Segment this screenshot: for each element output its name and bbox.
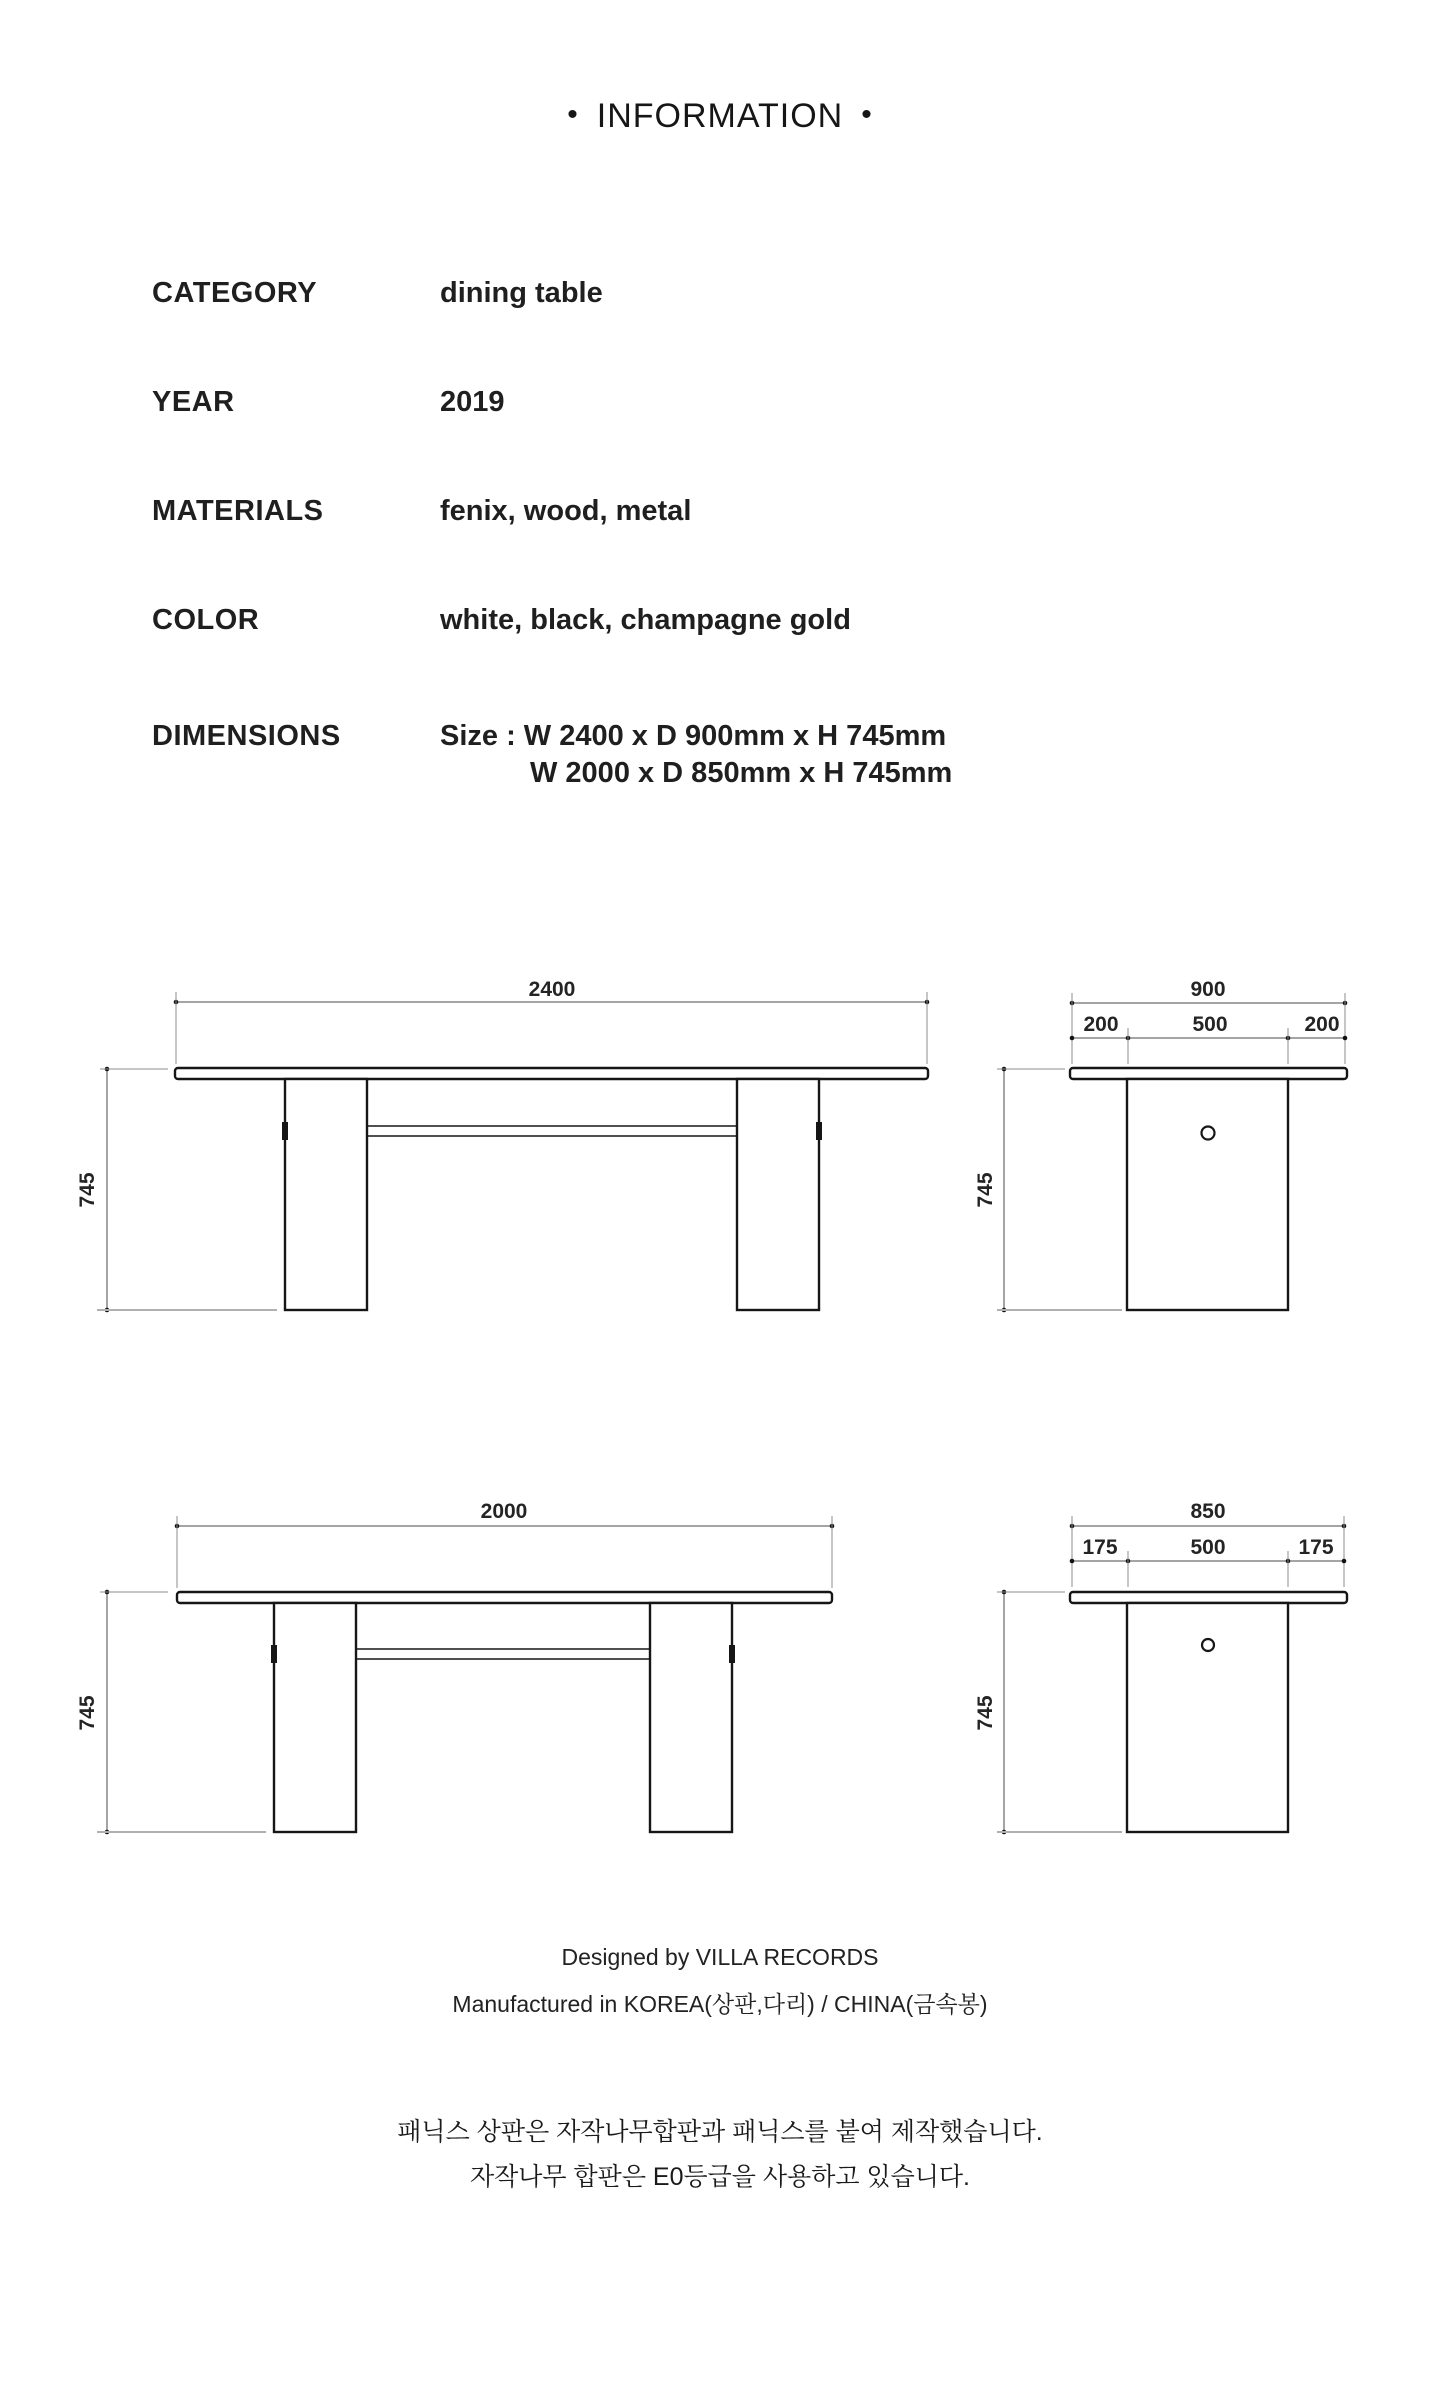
leg-panel [1127, 1603, 1288, 1832]
drawing-2400-front-view [60, 960, 950, 1330]
rod-end-left [282, 1122, 288, 1140]
material-note-line-1: 패닉스 상판은 자작나무합판과 패닉스를 붙여 제작했습니다. [397, 2118, 1043, 2146]
dim-width-2000 [175, 1500, 835, 1588]
dim-label-745: 745 [76, 1695, 99, 1731]
dim-label-500: 500 [1192, 1013, 1228, 1036]
spec-label-dimensions: DIMENSIONS [152, 720, 341, 752]
spec-label-color: COLOR [152, 604, 260, 636]
drawing-2000-front-view [60, 1482, 950, 1852]
rod-end-right [729, 1645, 735, 1663]
material-note-line-2: 자작나무 합판은 E0등급을 사용하고 있습니다. [469, 2163, 970, 2191]
dim-label-175-right: 175 [1298, 1536, 1334, 1559]
dim-label-900: 900 [1190, 978, 1226, 1001]
dim-height-745 [76, 1067, 277, 1313]
dim-height-745 [974, 1590, 1122, 1835]
dim-segments-200-500-200 [1070, 1013, 1348, 1064]
dim-segments-175-500-175 [1070, 1536, 1347, 1587]
tabletop [175, 1068, 928, 1079]
dim-label-200-right: 200 [1304, 1013, 1340, 1036]
dim-label-2400: 2400 [528, 978, 576, 1001]
dimensions-size-line-2: W 2000 x D 850mm x H 745mm [530, 757, 953, 789]
dim-height-745 [974, 1067, 1122, 1313]
spec-value-materials: fenix, wood, metal [440, 495, 692, 527]
manufactured-line: Manufactured in KOREA(상판,다리) / CHINA(금속봉) [452, 1991, 988, 2017]
dim-height-745 [76, 1590, 266, 1835]
designed-by-line: Designed by VILLA RECORDS [561, 1944, 879, 1970]
dim-label-2000: 2000 [480, 1500, 528, 1523]
rod-end-left [271, 1645, 277, 1663]
tabletop [1070, 1068, 1347, 1079]
spec-label-category: CATEGORY [152, 277, 318, 309]
tabletop [1070, 1592, 1347, 1603]
drawing-850-side-view [965, 1482, 1405, 1852]
tabletop [177, 1592, 832, 1603]
dim-label-200-left: 200 [1083, 1013, 1119, 1036]
dim-label-745: 745 [76, 1172, 99, 1208]
title-bullet-right: • [861, 98, 873, 131]
dim-label-745: 745 [974, 1172, 997, 1208]
drawing-900-side-view [965, 960, 1405, 1330]
spec-value-year: 2019 [440, 386, 505, 418]
spec-value-color: white, black, champagne gold [440, 604, 851, 636]
spec-value-dimensions [440, 718, 952, 792]
dim-label-850: 850 [1190, 1500, 1226, 1523]
rod-end-right [816, 1122, 822, 1140]
leg-right [650, 1603, 732, 1832]
dim-label-175-left: 175 [1082, 1536, 1118, 1559]
leg-left [285, 1079, 367, 1310]
spec-value-category: dining table [440, 277, 603, 309]
dim-width-2400 [174, 978, 930, 1064]
spec-label-materials: MATERIALS [152, 495, 324, 527]
dim-label-500: 500 [1190, 1536, 1226, 1559]
leg-left [274, 1603, 356, 1832]
title-text: INFORMATION [596, 97, 844, 135]
page-title [0, 97, 1440, 136]
dimensions-size-line-1: Size : W 2400 x D 900mm x H 745mm [440, 720, 947, 752]
title-bullet-left: • [567, 98, 579, 131]
leg-right [737, 1079, 819, 1310]
leg-panel [1127, 1079, 1288, 1310]
spec-label-year: YEAR [152, 386, 235, 418]
dim-label-745: 745 [974, 1695, 997, 1731]
